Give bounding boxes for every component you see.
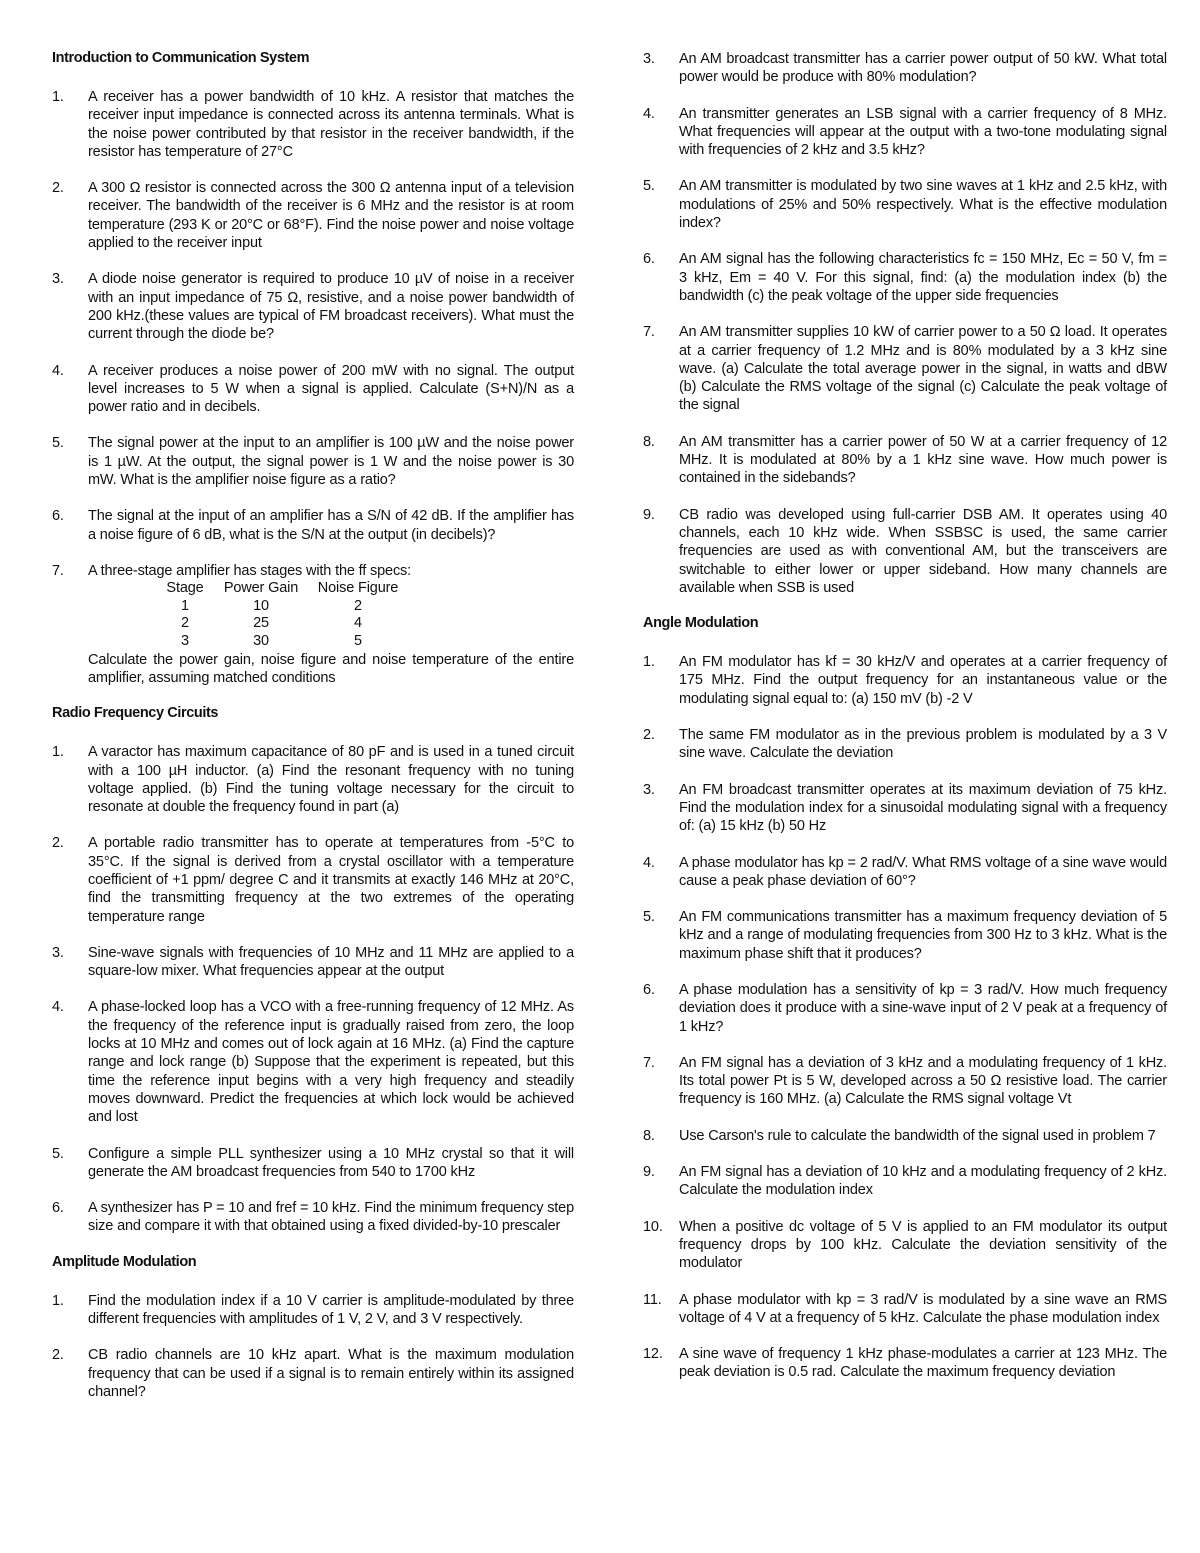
question-item xyxy=(52,562,574,687)
question-item xyxy=(52,270,574,343)
question-item xyxy=(643,433,1167,488)
spec-table-row xyxy=(158,598,406,616)
question-text: A phase modulator with kp = 3 rad/V is modulated by a sine wave an RMS voltage of 4 V at a frequency of 5 kHz. Calculate the phase modulation index xyxy=(679,1291,1167,1326)
question-text: When a positive dc voltage of 5 V is applied to an FM modulator its output frequency drops by 100 kHz. Calculate the deviation sensitivity of the modulator xyxy=(679,1218,1167,1272)
question-number: 5. xyxy=(643,909,655,926)
question-text: Use Carson's rule to calculate the bandwidth of the signal used in problem 7 xyxy=(679,1127,1156,1144)
question-text: An FM modulator has kf = 30 kHz/V and operates at a carrier frequency of 175 MHz. Find the output frequency for an instantaneous value or the modulating signal equal to: (a) 150 mV (b) -2 V xyxy=(679,654,1167,707)
question-number: 4. xyxy=(52,999,64,1016)
question-number: 6. xyxy=(52,1200,64,1217)
question-item xyxy=(643,177,1167,232)
spec-header-power-gain: Power Gain xyxy=(223,580,299,597)
question-text: An AM signal has the following characteristics fc = 150 MHz, Ec = 50 V, fm = 3 kHz, Em = 40 V. For this signal, find: (a) the modulation index (b) the bandwidth (c) the peak voltage of the upper side frequencies xyxy=(679,251,1167,304)
question-number: 4. xyxy=(643,105,655,122)
question-number: 7. xyxy=(643,324,655,341)
question-text: A phase-locked loop has a VCO with a free-running frequency of 12 MHz. As the frequency of the reference input is gradually raised from zero, the loop locks at 10 MHz and comes out of lock again at 16 MHz. (a) Find the capture range and lock range (b) Suppose that the experiment is repeated, but this time the reference input begins with a very high frequency and steadily moves downward. Predict the frequencies at which lock would be achieved and lost xyxy=(88,999,574,1126)
question-text: A receiver has a power bandwidth of 10 kHz. A resistor that matches the receiver input impedance is connected across its antenna terminals. What is the noise power contributed by that resistor in the receiver bandwidth, if the resistor has temperature of 27°C xyxy=(88,89,574,160)
question-text: An AM broadcast transmitter has a carrier power output of 50 kW. What total power would be produce with 80% modulation? xyxy=(679,51,1167,86)
amplifier-spec-table xyxy=(158,580,406,650)
question-item xyxy=(52,1145,574,1182)
question-text: A portable radio transmitter has to operate at temperatures from -5°C to 35°C. If the signal is derived from a crystal oscillator with a temperature coefficient of +1 ppm/ degree C and it transmits at exactly 146 MHz at 20°C, find the transmitting frequency at the two extremes of the operating temperature range xyxy=(88,835,574,925)
question-number: 1. xyxy=(52,744,64,761)
spec-cell: 2 xyxy=(181,615,189,632)
spec-cell: 10 xyxy=(253,597,269,614)
question-text-continued: Calculate the power gain, noise figure and noise temperature of the entire amplifier, assuming matched conditions xyxy=(88,651,574,686)
question-item xyxy=(643,250,1167,305)
question-text: A phase modulator has kp = 2 rad/V. What RMS voltage of a sine wave would cause a peak phase deviation of 60°? xyxy=(679,854,1167,889)
question-number: 2. xyxy=(52,1347,64,1364)
question-text: Find the modulation index if a 10 V carrier is amplitude-modulated by three different frequencies with amplitudes of 1 V, 2 V, and 3 V respectively. xyxy=(88,1292,574,1328)
question-item xyxy=(643,726,1167,763)
question-number: 6. xyxy=(52,508,64,525)
question-text: A synthesizer has P = 10 and fref = 10 kHz. Find the minimum frequency step size and compare it with that obtained using a fixed divided-by-10 prescaler xyxy=(88,1200,574,1235)
spec-table-header-row xyxy=(158,580,406,598)
question-item xyxy=(643,1345,1167,1382)
question-number: 12. xyxy=(643,1346,663,1363)
question-item xyxy=(52,1292,574,1329)
question-number: 4. xyxy=(643,854,655,871)
question-number: 10. xyxy=(643,1218,663,1235)
question-number: 3. xyxy=(643,781,655,798)
question-text: A receiver produces a noise power of 200 mW with no signal. The output level increases to 5 W when a signal is applied. Calculate (S+N)/N as a power ratio and in decibels. xyxy=(88,362,574,416)
question-item xyxy=(643,323,1167,414)
question-item xyxy=(643,50,1167,87)
question-item xyxy=(643,981,1167,1036)
question-item xyxy=(52,507,574,544)
question-number: 3. xyxy=(52,944,64,961)
spec-header-stage: Stage xyxy=(166,580,204,597)
question-item xyxy=(52,998,574,1126)
left-column xyxy=(52,50,574,1419)
section-title-am: Amplitude Modulation xyxy=(52,1253,197,1270)
question-item xyxy=(643,105,1167,160)
question-number: 8. xyxy=(643,1127,655,1144)
question-text: A diode noise generator is required to produce 10 µV of noise in a receiver with an input impedance of 75 Ω, resistive, and a noise power bandwidth of 200 kHz.(these values are typical of FM broadcast receivers). What must the current through the diode be? xyxy=(88,271,574,343)
question-number: 4. xyxy=(52,362,64,379)
question-item xyxy=(52,944,574,981)
question-number: 1. xyxy=(52,89,64,105)
question-text: CB radio was developed using full-carrier DSB AM. It operates using 40 channels, each 10 kHz wide. When SSBSC is used, the same carrier frequencies are used as with conventional AM, but the transceivers are switchable to either lower or upper sideband. How many channels are available when SSB is used xyxy=(679,506,1167,596)
section-title-angle: Angle Modulation xyxy=(643,615,759,632)
section-title-rf: Radio Frequency Circuits xyxy=(52,705,219,722)
section-title-intro: Introduction to Communication System xyxy=(52,50,310,66)
question-number: 3. xyxy=(643,51,655,67)
question-text: An FM signal has a deviation of 3 kHz and a modulating frequency of 1 kHz. Its total power Pt is 5 W, developed across a 50 Ω resistive load. The carrier frequency is 160 MHz. (a) Calculate the RMS signal voltage Vt xyxy=(679,1054,1167,1108)
question-text: An FM signal has a deviation of 10 kHz and a modulating frequency of 2 kHz. Calculate the modulation index xyxy=(679,1164,1167,1199)
question-number: 9. xyxy=(643,506,655,523)
question-text: A 300 Ω resistor is connected across the 300 Ω antenna input of a television receiver. The bandwidth of the receiver is 6 MHz and the resistor is at room temperature (293 K or 20°C or 68°F). Find the noise power and noise voltage applied to the receiver input xyxy=(88,180,574,252)
question-number: 11. xyxy=(643,1291,662,1308)
question-item xyxy=(643,781,1167,836)
question-number: 6. xyxy=(643,981,655,998)
spec-cell: 5 xyxy=(354,633,362,650)
question-number: 7. xyxy=(643,1054,655,1071)
right-column xyxy=(643,50,1167,1400)
spec-table-row xyxy=(158,615,406,633)
question-item xyxy=(643,1127,1167,1145)
question-item xyxy=(643,1218,1167,1273)
question-item xyxy=(52,743,574,816)
question-text: Sine-wave signals with frequencies of 10 MHz and 11 MHz are applied to a square-low mixer. What frequencies appear at the output xyxy=(88,944,574,980)
question-text: An AM transmitter is modulated by two sine waves at 1 kHz and 2.5 kHz, with modulations of 25% and 50% respectively. What is the effective modulation index? xyxy=(679,178,1167,232)
spec-cell: 2 xyxy=(354,597,362,614)
question-number: 3. xyxy=(52,271,64,288)
question-item xyxy=(643,506,1167,597)
question-number: 8. xyxy=(643,433,655,450)
question-number: 9. xyxy=(643,1164,655,1181)
question-item xyxy=(52,1199,574,1236)
question-number: 7. xyxy=(52,562,64,579)
question-text: An FM communications transmitter has a maximum frequency deviation of 5 kHz and a range of modulating frequencies from 300 Hz to 3 kHz. What is the maximum phase shift that it produces? xyxy=(679,909,1167,962)
question-number: 5. xyxy=(52,435,64,452)
question-number: 5. xyxy=(643,178,655,195)
question-number: 2. xyxy=(52,835,64,852)
question-item xyxy=(643,908,1167,963)
question-text: An transmitter generates an LSB signal with a carrier frequency of 8 MHz. What frequencies will appear at the output with a two-tone modulating signal with frequencies of 2 kHz and 3.5 kHz? xyxy=(679,105,1167,159)
question-number: 2. xyxy=(643,727,655,744)
question-number: 6. xyxy=(643,251,655,268)
question-text: The signal at the input of an amplifier has a S/N of 42 dB. If the amplifier has a noise figure of 6 dB, what is the S/N at the output (in decibels)? xyxy=(88,508,574,543)
question-text: The same FM modulator as in the previous problem is modulated by a 3 V sine wave. Calculate the deviation xyxy=(679,727,1167,762)
question-item xyxy=(643,653,1167,708)
question-text: An AM transmitter has a carrier power of 50 W at a carrier frequency of 12 MHz. It is modulated at 80% by a 1 kHz sine wave. How much power is contained in the sidebands? xyxy=(679,433,1167,487)
question-item xyxy=(52,88,574,161)
question-item xyxy=(643,854,1167,891)
question-item xyxy=(52,434,574,489)
question-item xyxy=(52,362,574,417)
spec-cell: 25 xyxy=(253,615,269,632)
question-number: 1. xyxy=(643,654,655,671)
question-text: CB radio channels are 10 kHz apart. What is the maximum modulation frequency that can be used if a signal is to remain entirely within its assigned channel? xyxy=(88,1347,574,1400)
question-number: 5. xyxy=(52,1145,64,1162)
spec-table-row xyxy=(158,633,406,651)
question-number: 1. xyxy=(52,1292,64,1309)
spec-cell: 4 xyxy=(354,615,362,632)
question-text: A three-stage amplifier has stages with the ff specs: xyxy=(88,562,412,579)
question-text: A sine wave of frequency 1 kHz phase-modulates a carrier at 123 MHz. The peak deviation is 0.5 rad. Calculate the maximum frequency deviation xyxy=(679,1346,1167,1381)
question-item xyxy=(52,1346,574,1401)
spec-cell: 1 xyxy=(181,597,189,614)
spec-cell: 3 xyxy=(181,633,189,650)
question-item xyxy=(52,834,574,925)
question-text: Configure a simple PLL synthesizer using a 10 MHz crystal so that it will generate the AM broadcast frequencies from 540 to 1700 kHz xyxy=(88,1145,574,1180)
question-item xyxy=(643,1291,1167,1328)
question-text: A phase modulation has a sensitivity of kp = 3 rad/V. How much frequency deviation does it produce with a sine-wave input of 2 V peak at a frequency of 1 kHz? xyxy=(679,981,1167,1035)
question-text: A varactor has maximum capacitance of 80 pF and is used in a tuned circuit with a 100 µH inductor. (a) Find the resonant frequency with no tuning voltage applied. (b) Find the tuning voltage necessary for the circuit to resonate at double the frequency found in part (a) xyxy=(88,744,574,816)
question-item xyxy=(643,1163,1167,1200)
question-text: The signal power at the input to an amplifier is 100 µW and the noise power is 1 µW. At the output, the signal power is 1 W and the noise power is 30 mW. What is the amplifier noise figure as a ratio? xyxy=(88,435,574,489)
spec-header-noise-figure: Noise Figure xyxy=(317,580,399,597)
question-text: An AM transmitter supplies 10 kW of carrier power to a 50 Ω load. It operates at a carrier frequency of 1.2 MHz and is 80% modulated by a 3 kHz sine wave. (a) Calculate the total average power in the signal, in watts and dBW (b) Calculate the RMS voltage of the signal (c) Calculate the peak voltage of the signal xyxy=(679,324,1167,414)
question-item xyxy=(52,179,574,252)
question-item xyxy=(643,1054,1167,1109)
question-number: 2. xyxy=(52,180,64,197)
question-text: An FM broadcast transmitter operates at its maximum deviation of 75 kHz. Find the modulation index for a sinusoidal modulating signal with a frequency of: (a) 15 kHz (b) 50 Hz xyxy=(679,781,1167,835)
spec-cell: 30 xyxy=(253,633,269,650)
